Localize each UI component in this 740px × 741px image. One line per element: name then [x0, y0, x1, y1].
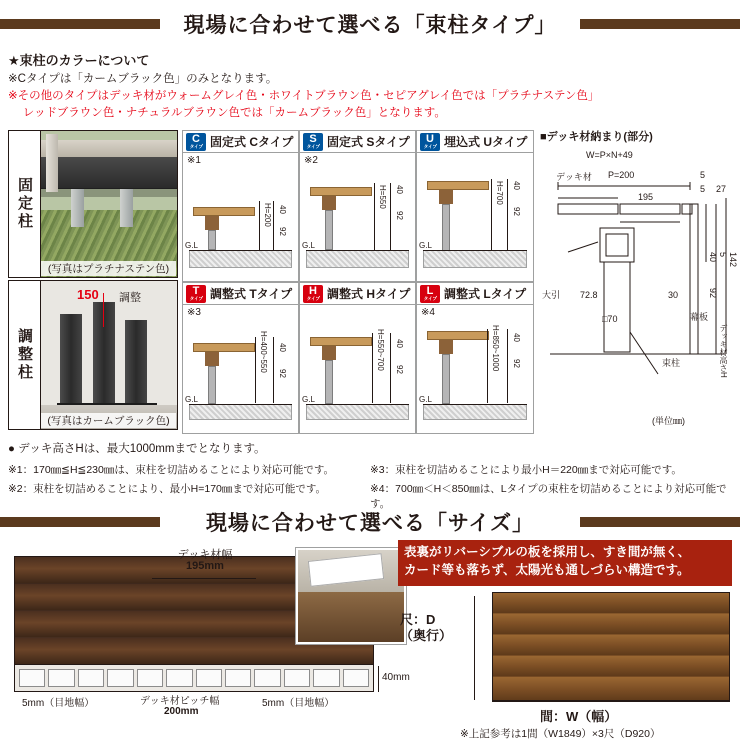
wood-sample-photo: [492, 592, 730, 702]
type-note-S: ※2: [304, 155, 318, 166]
detail-svg: [540, 142, 735, 432]
type-cell-S[interactable]: [299, 130, 416, 282]
label-formula: W=P×N+49: [586, 150, 633, 160]
type-title-S: 固定式 Sタイプ: [327, 135, 410, 149]
reversible-line-1: カード等も落ちず、太陽光も通しづらい構造です。: [404, 563, 690, 578]
type-title-C: 固定式 Cタイプ: [210, 135, 294, 149]
pitch-label: デッキ材ピッチ幅: [140, 696, 220, 707]
type-figure-T: G.L H=400~550 40 92: [183, 317, 298, 433]
reversible-line-0: 表裏がリバーシブルの板を採用し、すき間が無く、: [404, 545, 691, 559]
banner-bar-left: [0, 19, 160, 29]
type-title-H: 調整式 Hタイプ: [327, 287, 411, 301]
color-note-line-2: レッドブラウン色・ナチュラルブラウン色では「カームブラック色」となります。: [8, 107, 446, 119]
type-title-T: 調整式 Tタイプ: [210, 287, 293, 301]
gap-left-label: 5mm（目地幅）: [22, 698, 95, 709]
type-cell-H[interactable]: [299, 282, 416, 434]
adjustable-post-caption: (写真はカームブラック色): [41, 413, 176, 428]
label-5b: 5: [700, 184, 706, 194]
label-40: 40: [708, 252, 718, 263]
type-figure-C: G.L H=200 40 92: [183, 165, 298, 281]
deck-width-value: 195mm: [186, 560, 224, 572]
size-footnote: ※上記参考は1間（W1849）×3尺（D920）: [460, 728, 661, 740]
fixed-post-photo: [41, 131, 177, 277]
label-142: 142: [728, 252, 738, 268]
type-cell-L[interactable]: [416, 282, 534, 434]
deck-detail-drawing: [540, 128, 738, 428]
depth-arrow: [474, 596, 475, 700]
label-27: 27: [716, 184, 727, 194]
adjustable-post-photo: [41, 281, 177, 429]
deck-width-label: デッキ材幅: [177, 549, 233, 561]
note-left-1: ※2：束柱を切詰めることにより、最小H=170㎜まで対応可能です。: [8, 483, 327, 495]
badge-L: L タイプ: [420, 285, 440, 303]
color-note-heading: ★束柱のカラーについて: [8, 53, 150, 68]
adjustable-post-label: 調整柱: [9, 281, 41, 429]
type-cell-U[interactable]: [416, 130, 534, 282]
banner2-bar-left: [0, 517, 160, 527]
banner-bottom-title: 現場に合わせて選べる「サイズ」: [205, 512, 535, 535]
badge-U: U タイプ: [420, 133, 440, 151]
adjust-dim-150: 150: [77, 287, 99, 302]
deck-detail-inset-photo: [296, 548, 406, 644]
notes-block: [8, 440, 732, 511]
type-note-T: ※3: [187, 307, 201, 318]
type-title-U: 埋込式 Uタイプ: [444, 135, 528, 149]
type-figure-H: G.L H=550~700 40 92: [300, 317, 415, 433]
label-makuita: 幕板: [690, 312, 709, 322]
label-pitch: P=200: [608, 170, 635, 180]
adjustable-post-photo-box: [8, 280, 178, 430]
width-label: 間：W（幅）: [540, 709, 618, 724]
width-arrow: [492, 700, 730, 701]
depth-label-sub: （奥行）: [400, 628, 453, 644]
type-note-L: ※4: [421, 307, 435, 318]
type-figure-L: G.L H=850~1000 40 92: [417, 317, 533, 433]
label-30: 30: [668, 290, 679, 300]
label-92: 92: [708, 288, 718, 299]
color-note-line-0: ※Cタイプは「カームブラック色」のみとなります。: [8, 73, 278, 85]
label-728: 72.8: [580, 290, 598, 300]
deck-section-profile: [14, 664, 374, 692]
banner-top: [0, 6, 740, 42]
label-deckzai: デッキ材: [556, 172, 592, 182]
label-5c: 5: [718, 252, 728, 258]
label-unit: (単位㎜): [652, 416, 685, 426]
badge-C: C タイプ: [186, 133, 206, 151]
label-70: □70: [602, 314, 618, 324]
type-figure-S: G.L H=550 92 40: [300, 165, 415, 281]
badge-S: S タイプ: [303, 133, 323, 151]
deck-width-arrow: [152, 578, 256, 579]
detail-title: ■デッキ材納まり(部分): [540, 131, 653, 143]
depth-label: [400, 612, 452, 645]
label-tsukabashira: 束柱: [662, 358, 681, 368]
label-5a: 5: [700, 170, 706, 180]
note-main: ● デッキ高さHは、最大1000mmまでとなります。: [8, 443, 266, 455]
depth-label-main: 尺：D: [400, 612, 436, 627]
banner-bar-right: [580, 19, 740, 29]
note-right-0: ※3：束柱を切詰めることにより最小H＝220㎜まで対応可能です。: [370, 464, 682, 476]
label-ohiki: 大引: [542, 290, 561, 300]
label-deckheight: デッキ材高さH: [719, 324, 728, 378]
gap-right-label: 5mm（目地幅）: [262, 698, 335, 709]
note-right-1: ※4：700㎜＜H＜850㎜は、Lタイプの束柱を切詰めることにより対応可能です。: [370, 483, 727, 510]
banner2-bar-right: [580, 517, 740, 527]
badge-T: T タイプ: [186, 285, 206, 303]
adjust-dim-label: 調整: [119, 292, 141, 304]
badge-H: H タイプ: [303, 285, 323, 303]
fixed-post-photo-box: [8, 130, 178, 278]
type-title-L: 調整式 Lタイプ: [444, 287, 527, 301]
thickness-arrow: [378, 666, 379, 692]
fixed-post-caption: (写真はプラチナステン色): [41, 261, 176, 276]
pitch-value: 200mm: [164, 706, 199, 717]
post-photo-column: [8, 130, 178, 430]
banner-bottom: [0, 504, 740, 540]
reversible-callout: [398, 540, 732, 586]
note-left-0: ※1：170㎜≦H≦230㎜は、束柱を切詰めることにより対応可能です。: [8, 464, 335, 476]
type-cell-T[interactable]: [182, 282, 299, 434]
thickness-label: 40mm: [382, 672, 410, 683]
label-195: 195: [638, 192, 654, 202]
banner-top-title: 現場に合わせて選べる「束柱タイプ」: [183, 14, 557, 37]
type-cell-C[interactable]: [182, 130, 299, 282]
type-figure-U: G.L H=700 92 40: [417, 165, 533, 281]
color-note-line-1: ※その他のタイプはデッキ材がウォームグレイ色・ホワイトブラウン色・セピアグレイ色では「プラチナステン色」: [8, 90, 600, 102]
type-note-C: ※1: [187, 155, 201, 166]
fixed-post-label: 固定柱: [9, 131, 41, 277]
